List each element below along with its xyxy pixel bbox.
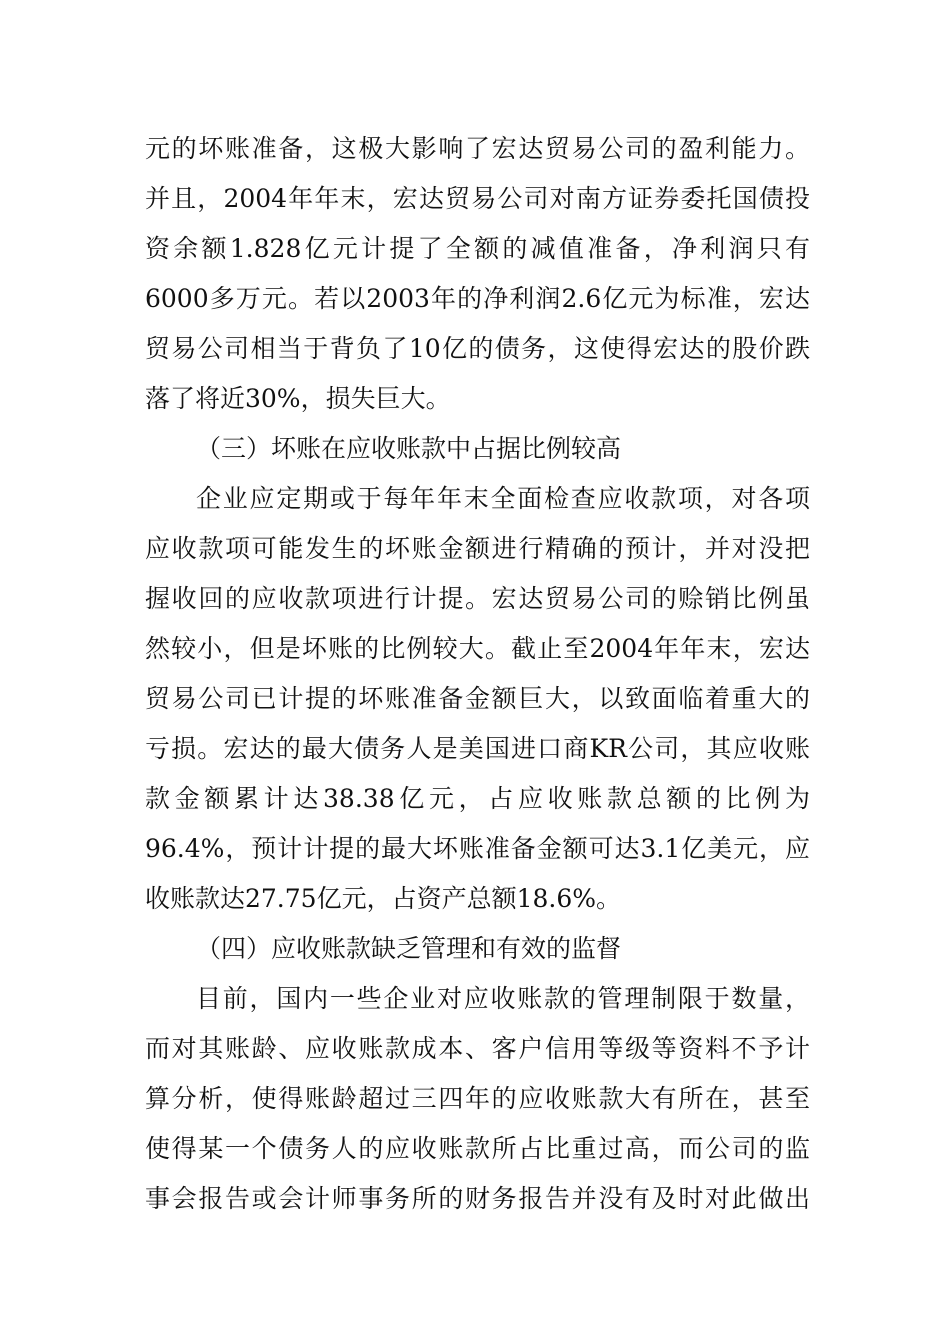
body-text-line: 落了将近30%，损失巨大。 (145, 384, 451, 413)
body-text-line: 资余额1.828亿元计提了全额的减值准备，净利润只有 (145, 234, 810, 263)
body-text-line: 并且，2004年年末，宏达贸易公司对南方证券委托国债投 (145, 184, 810, 213)
body-text-line: 企业应定期或于每年年末全面检查应收款项，对各项 (196, 484, 810, 513)
section-heading: （三）坏账在应收账款中占据比例较高 (196, 434, 622, 463)
body-text-line: 事会报告或会计师事务所的财务报告并没有及时对此做出 (145, 1184, 810, 1213)
body-text-line: 握收回的应收款项进行计提。宏达贸易公司的赊销比例虽 (145, 584, 810, 613)
body-text-line: 款金额累计达38.38亿元，占应收账款总额的比例为 (145, 784, 810, 813)
body-text-line: 贸易公司已计提的坏账准备金额巨大，以致面临着重大的 (145, 684, 810, 713)
body-text-line: 6000多万元。若以2003年的净利润2.6亿元为标准，宏达 (145, 284, 810, 313)
section-heading: （四）应收账款缺乏管理和有效的监督 (196, 934, 622, 963)
body-text-line: 而对其账龄、应收账款成本、客户信用等级等资料不予计 (145, 1034, 810, 1063)
body-text-line: 亏损。宏达的最大债务人是美国进口商KR公司，其应收账 (145, 734, 810, 763)
body-text-line: 然较小，但是坏账的比例较大。截止至2004年年末，宏达 (145, 634, 810, 663)
body-text-line: 应收款项可能发生的坏账金额进行精确的预计，并对没把 (145, 534, 810, 563)
body-text-line: 使得某一个债务人的应收账款所占比重过高，而公司的监 (145, 1134, 810, 1163)
body-text-line: 算分析，使得账龄超过三四年的应收账款大有所在，甚至 (145, 1084, 810, 1113)
body-text-line: 贸易公司相当于背负了10亿的债务，这使得宏达的股价跌 (145, 334, 810, 363)
body-text-line: 96.4%，预计计提的最大坏账准备金额可达3.1亿美元，应 (145, 834, 810, 863)
body-text-line: 目前，国内一些企业对应收账款的管理制限于数量， (196, 984, 810, 1013)
body-text-line: 收账款达27.75亿元，占资产总额18.6%。 (145, 884, 621, 913)
body-text-line: 元的坏账准备，这极大影响了宏达贸易公司的盈利能力。 (145, 134, 810, 163)
